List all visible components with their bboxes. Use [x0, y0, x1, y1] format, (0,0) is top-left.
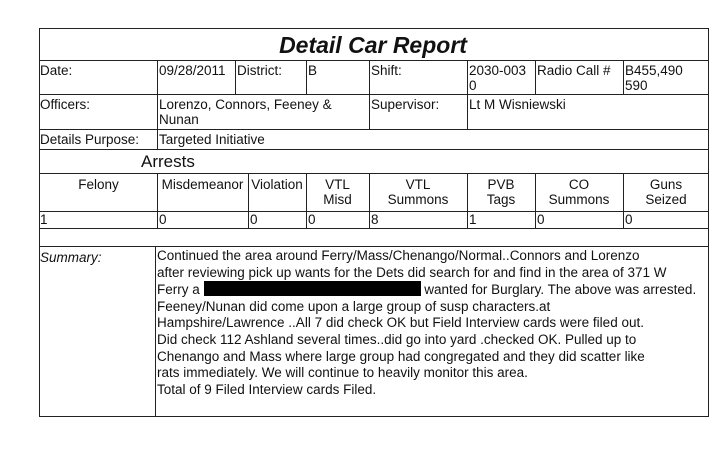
value-co-summons: 0: [537, 212, 545, 227]
date-value: 09/28/2011: [159, 63, 226, 78]
rule-under-title: [39, 60, 709, 61]
summary-text: [157, 248, 709, 398]
col-co-summons-line1: CO: [568, 177, 590, 192]
col-co-summons: [535, 177, 623, 207]
col-co-summons-line2: Summons: [548, 192, 610, 207]
col-felony-line1: Felony: [78, 177, 119, 192]
report-title: Detail Car Report: [279, 32, 467, 58]
value-felony: 1: [40, 212, 48, 227]
col-vtl-misd-line2: Misd: [323, 192, 352, 207]
supervisor-value: Lt M Wisniewski: [469, 97, 566, 112]
value-vtl-misd: 0: [308, 212, 316, 227]
summary-line-3-after: wanted for Burglary. The above was arrested.: [424, 282, 697, 298]
col-vtl-summons-line1: VTL: [405, 177, 431, 192]
summary-line-3-before: Ferry a: [157, 282, 200, 298]
col-guns-seized: [623, 177, 709, 207]
vrule-date-6: [535, 60, 536, 94]
col-vtl-misd: [306, 177, 369, 207]
summary-line-3: [157, 281, 709, 299]
redaction-block: [204, 281, 421, 296]
value-vtl-summons: 8: [371, 212, 379, 227]
value-misdemeanor: 0: [159, 212, 167, 227]
district-value: B: [308, 63, 318, 78]
col-pvb-tags: [467, 177, 535, 207]
officers-label: Officers:: [40, 97, 91, 112]
rule-under-officers-row: [39, 129, 709, 130]
shift-label: Shift:: [371, 63, 402, 78]
officers-value-line1: Lorenzo, Connors, Feeney &: [159, 97, 332, 112]
rule-under-arrest-values: [39, 228, 709, 229]
col-violation: [248, 177, 306, 192]
col-guns-seized-line2: Seized: [645, 192, 687, 207]
summary-line-8: rats immediately. We will continue to heavily monitor this area.: [157, 365, 528, 381]
summary-line-9: Total of 9 Filed Interview cards Filed.: [157, 381, 377, 397]
district-label: District:: [237, 63, 282, 78]
vrule-date-3: [306, 60, 307, 94]
col-vtl-misd-line1: VTL: [325, 177, 350, 192]
radio-call-value-line2: 590: [625, 78, 648, 93]
vrule-officers-2: [369, 94, 370, 129]
details-purpose-label: Details Purpose:: [40, 132, 140, 147]
details-purpose-value: Targeted Initiative: [159, 132, 265, 147]
col-pvb-tags-line2: Tags: [486, 192, 516, 207]
col-vtl-summons-line2: Summons: [387, 192, 449, 207]
officers-value-line2: Nunan: [159, 112, 199, 127]
rule-under-arrests-heading: [39, 173, 709, 174]
vrule-purpose-1: [157, 129, 158, 149]
supervisor-label: Supervisor:: [371, 97, 440, 112]
col-misdemeanor: [157, 177, 248, 192]
col-misdemeanor-line1: Misdemeanor: [161, 177, 244, 192]
summary-line-6: Did check 112 Ashland several times..did go into yard .checked OK. Pulled up to: [157, 331, 637, 347]
summary-line-4: Feeney/Nunan did come upon a large group of susp characters.at: [157, 298, 551, 314]
rule-under-date-row: [39, 94, 709, 95]
summary-line-7: Chenango and Mass where large group had congregated and they did scatter like: [157, 348, 645, 364]
rule-under-purpose-row: [39, 149, 709, 150]
vrule-date-5: [467, 60, 468, 94]
col-felony: [40, 177, 157, 192]
arrests-heading: Arrests: [141, 152, 195, 171]
shift-value-line1: 2030-003: [469, 63, 527, 78]
value-pvb-tags: 1: [469, 212, 477, 227]
summary-line-1: Continued the area around Ferry/Mass/Chenango/Normal..Connors and Lorenzo: [157, 248, 640, 263]
summary-line-5: Hampshire/Lawrence ..All 7 did check OK but Field Interview cards were filed out.: [157, 315, 644, 331]
vrule-date-1: [157, 60, 158, 94]
vrule-officers-3: [467, 94, 468, 129]
vrule-officers-1: [157, 94, 158, 129]
summary-label: Summary:: [40, 250, 102, 265]
vrule-date-2: [235, 60, 236, 94]
radio-call-value-line1: B455,490: [625, 63, 683, 78]
radio-call-label: Radio Call #: [537, 63, 611, 78]
shift-value-line2: 0: [469, 78, 477, 93]
vrule-summary: [155, 246, 156, 417]
col-guns-seized-line1: Guns: [649, 177, 683, 192]
col-violation-line1: Violation: [251, 177, 303, 192]
vrule-date-4: [369, 60, 370, 94]
vrule-date-7: [623, 60, 624, 94]
value-violation: 0: [250, 212, 258, 227]
value-guns-seized: 0: [625, 212, 633, 227]
col-pvb-tags-line1: PVB: [487, 177, 515, 192]
date-label: Date:: [40, 63, 73, 78]
col-vtl-summons: [369, 177, 467, 207]
summary-line-2: after reviewing pick up wants for the Dets did search for and find in the area of 371 W: [157, 264, 667, 280]
rule-above-summary: [39, 246, 709, 247]
